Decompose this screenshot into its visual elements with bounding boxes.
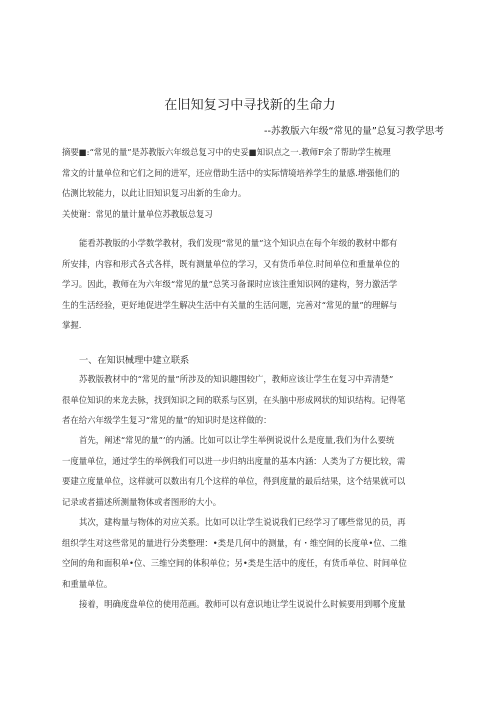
abstract-line: 常文的计量单位和它们之间的进军，还应借助生活中的实际情境培养学生的量感.增强他们的	[62, 167, 400, 178]
abstract	[62, 142, 444, 224]
paragraph-line: 一度量单位，通过学生的举例我们可以进一步归纳出度量的基本内涵：人类为了方便比较，需	[62, 455, 406, 466]
section-heading: 一、在知识械理中建立联系	[79, 355, 190, 366]
paragraph-line: 其次，建构量与物体的对应关系。比如可以让学生说说我们已经学习了哪些常见的员，再	[79, 517, 406, 527]
paragraph-line: 接着，明确度盘单位的使用范画。教师可以有意识地让学生说说什么时候要用到哪个度量	[79, 599, 406, 609]
section1-paragraph-2	[62, 430, 444, 512]
paragraph-line: 生的生活经验，更好地促进学生解决生活中有关量的生活问题，完善对“常见的量”的理解与	[62, 299, 398, 310]
paragraph-line: 和重量单位。	[62, 578, 113, 589]
paragraph-line: 组织学生对这些常见的量进行分类整理：•类是几何中的测量，有・维空间的长度单•位、二维	[62, 537, 407, 548]
paragraph-line: 苏教版教材中的“常见的量”所涉及的知识趣围较广，教师应该让学生在复习中弄清楚”	[79, 374, 394, 384]
intro-paragraph	[62, 233, 444, 336]
paragraph-line: 记录或者描述所测量物体或者图形的大小。	[62, 496, 222, 507]
paragraph-line: 能看苏教版的小学数学教材，我们发现“常见的量”这个知识点在每个年级的教材中都有	[79, 238, 398, 248]
paragraph-line: 要建立度量单位，这样就可以数出有几个这样的单位，得到度量的最后结果，这个结果就可以	[62, 476, 406, 486]
paragraph-line: 所安排，内容和形式各式各样，既有测量单位的学习，又有货币单位.时间单位和重量单位的	[62, 258, 400, 269]
section1-paragraph-3	[62, 512, 444, 594]
paragraph-line: 空间的角和面积单•位、三维空间的体积单位；另•类是生活中的度任，有货币单位、时间单位	[62, 558, 407, 568]
paragraph-line: 学习。因此，教师在为六年级“常见的量”总笑习备课时应该注重知识网的建构，努力激活学	[62, 279, 398, 289]
document-title: 在旧知复习中寻找新的生命力	[164, 98, 336, 113]
paragraph-line: 很单位知识的来龙去脉，找到知识之间的联系与区别，在头脑中形成网状的知识结构。记得笔	[62, 394, 406, 405]
abstract-line: 摘要■:“常见的量”是苏教版六年级总复习中的史妥■知识点之一.教师F余了帮助学生梳理	[62, 147, 391, 157]
paragraph-line: 者在给六年级学生复习“常见的量”的知识时是这样做的：	[62, 415, 272, 425]
abstract-line: 估测比较能力，以此让旧知识复习出新的生命力。	[62, 188, 247, 198]
document-subtitle: --苏教版六年级“常见的量”总复习教学思考	[264, 126, 444, 137]
keywords: 关使谢：常见的量计量单位苏教版总复习	[62, 208, 213, 219]
paragraph-line: 掌握.	[62, 320, 82, 330]
paragraph-line: 首先，阐述“常见的量”’的内涵。比如可以让学生举例说说什么是度量,我们为什么要统	[79, 435, 395, 445]
section1-paragraph-1	[62, 369, 444, 431]
section1-paragraph-4	[62, 594, 444, 615]
